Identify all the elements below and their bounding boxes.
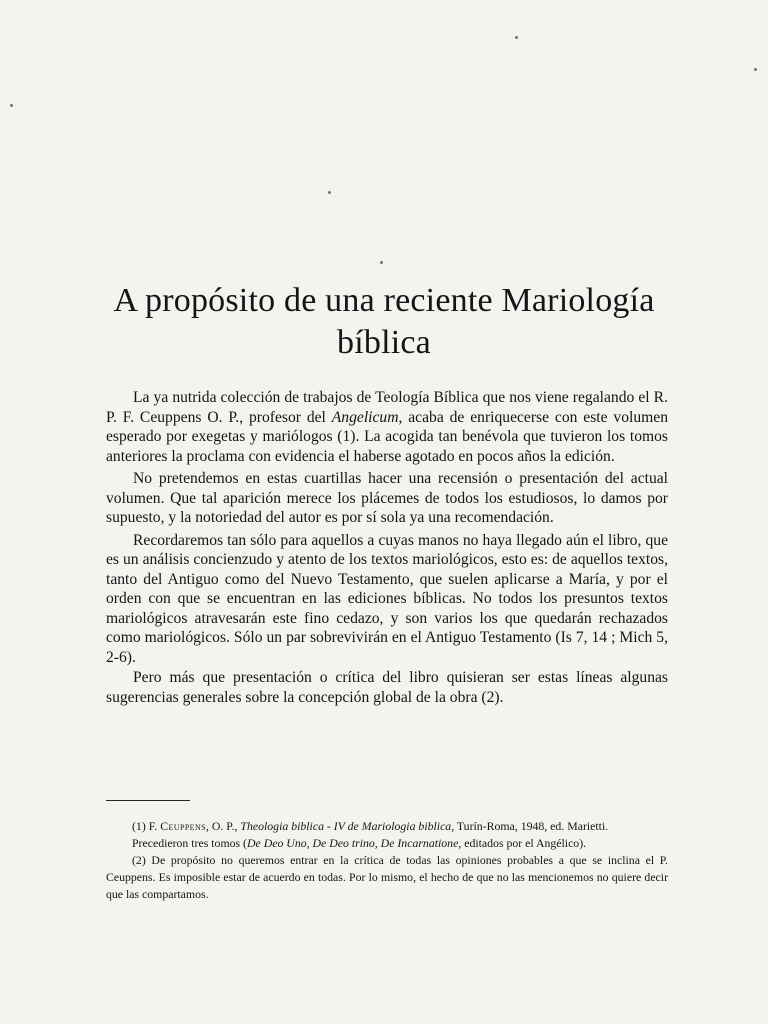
body-paragraph (106, 531, 668, 668)
footnote-divider (106, 800, 190, 801)
paragraph-text: La ya nutrida colección de trabajos de Teología Bíblica que nos viene regalando el R. P. F. Ceuppens O. P., profesor del (106, 389, 668, 426)
footnote-text: Precedieron tres tomos ( (132, 836, 247, 850)
print-speck (754, 68, 757, 71)
footnote-text: Turín-Roma, 1948, ed. Marietti. (454, 819, 609, 833)
footnote-item (106, 852, 668, 903)
paragraph-text: Recordaremos tan sólo para aquellos a cuyas manos no haya llegado aún el libro, que es un análisis concienzudo y atento de los textos mariológicos, esto es: de aquellos textos, tanto del Antiguo como del Nuevo Testamento, que suelen aplicarse a María, y por el orden con que se encuentran en las ediciones bíblicas. No todos los presuntos textos mariológicos atravesarán este fino cedazo, y son varios los que quedarán rechazados como mariológicos. Sólo un par sobrevivirán en el Antiguo Testamento (Is 7, 14 ; Mich 5, 2-6). (106, 531, 668, 666)
print-speck (380, 261, 383, 264)
footnote-item (106, 818, 668, 835)
paragraph-text: acaba de enriquecerse con este volumen esperado por exegetas y mariólogos (1). La acogida tan benévola que tuvieron los tomos anteriores la proclama con evidencia el haberse agotado en pocos años la edición. (106, 408, 668, 465)
footnote-text: (1) F. (132, 819, 161, 833)
print-speck (10, 104, 13, 107)
paragraph-text: Pero más que presentación o crítica del libro quisieran ser estas líneas algunas sugerencias generales sobre la concepción global de la obra (2). (106, 669, 668, 706)
footnotes (106, 818, 668, 903)
paragraph-text: No pretendemos en estas cuartillas hacer una recensión o presentación del actual volumen. Que tal aparición merece los plácemes de todos los estudiosos, lo damos por supuesto, y la notoriedad del autor es por sí sola ya una recomendación. (106, 470, 668, 526)
footnote-text: (2) De propósito no queremos entrar en la crítica de todas las opiniones probables a que se inclina el P. Ceuppens. Es imposible estar de acuerdo en todas. Por lo mismo, el hecho de que no las mencionemos no quiere decir que las compartamos. (106, 853, 668, 901)
article-body (106, 388, 668, 710)
article-title (92, 280, 676, 364)
title-line-2: bíblica (337, 324, 431, 361)
title-line-1: A propósito de una reciente Mariología (113, 282, 655, 319)
body-paragraph (106, 469, 668, 528)
book-title: Theologia biblica - IV de Mariologia biblica, (240, 819, 455, 833)
body-paragraph (106, 388, 668, 466)
italic-term: Angelicum, (331, 408, 403, 426)
footnote-text: , O. P., (205, 819, 241, 833)
body-paragraph (106, 668, 668, 707)
footnote-text: editados por el Angélico). (461, 836, 587, 850)
print-speck (328, 191, 331, 194)
book-title: De Deo Uno, De Deo trino, De Incarnatione, (247, 836, 462, 850)
print-speck (515, 36, 518, 39)
footnote-item (106, 835, 668, 852)
author-name: Ceuppens (160, 819, 206, 833)
